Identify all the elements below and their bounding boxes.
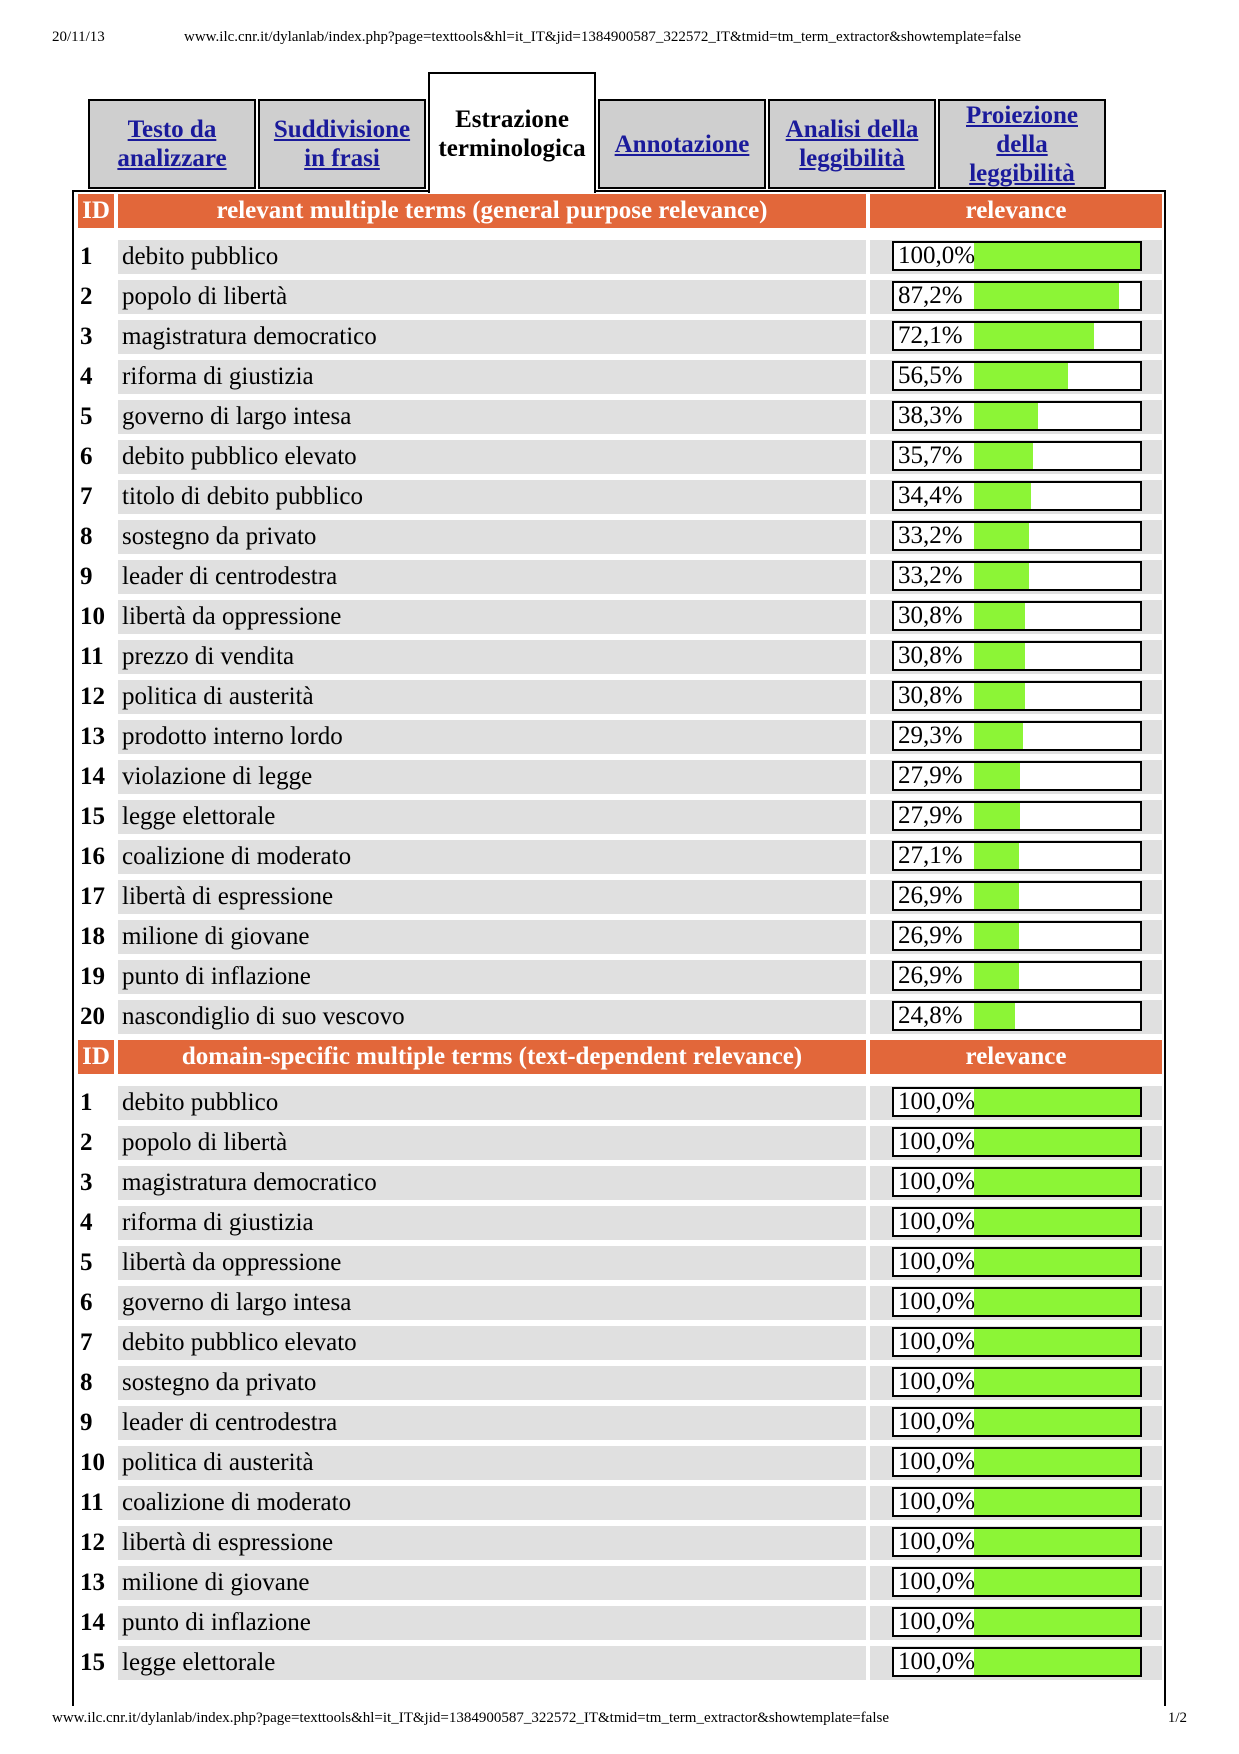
relevance-bar-fill [974, 923, 1019, 949]
relevance-bar [892, 1167, 1142, 1197]
tab-suddivisione-link[interactable]: Suddivisione in frasi [273, 116, 411, 172]
table-row [78, 1324, 1164, 1362]
relevance-bar-fill [974, 443, 1033, 469]
relevance-value: 100,0% [898, 1528, 976, 1555]
relevance-bar-fill [974, 1409, 1140, 1435]
term-text: libertà di espressione [118, 1526, 866, 1560]
term-text: magistratura democratico [118, 1166, 866, 1200]
relevance-bar [892, 1487, 1142, 1517]
relevance-bar [892, 1127, 1142, 1157]
relevance-cell [870, 520, 1162, 554]
relevance-cell [870, 320, 1162, 354]
relevance-bar-fill [974, 843, 1019, 869]
relevance-cell [870, 240, 1162, 274]
term-id: 9 [80, 563, 93, 590]
relevance-bar-fill [974, 1289, 1140, 1315]
term-id: 19 [80, 963, 105, 990]
term-column-header: domain-specific multiple terms (text-dependent relevance) [118, 1040, 866, 1074]
id-column-header: ID [78, 1040, 114, 1074]
table-row [78, 1244, 1164, 1282]
term-id: 15 [80, 803, 105, 830]
tab-testo-link[interactable]: Testo da analizzare [117, 116, 227, 172]
relevance-bar [892, 281, 1142, 311]
term-id: 8 [80, 1369, 93, 1396]
relevance-cell [870, 1486, 1162, 1520]
term-text: coalizione di moderato [118, 1486, 866, 1520]
relevance-value: 100,0% [898, 1368, 976, 1395]
table-row [78, 238, 1164, 276]
table-row [78, 918, 1164, 956]
relevance-cell [870, 360, 1162, 394]
relevance-bar-fill [974, 1209, 1140, 1235]
relevance-value: 100,0% [898, 1128, 976, 1155]
term-text: debito pubblico elevato [118, 440, 866, 474]
term-text: governo di largo intesa [118, 400, 866, 434]
term-column-header: relevant multiple terms (general purpose relevance) [118, 194, 866, 228]
table-row [78, 1484, 1164, 1522]
term-id: 7 [80, 1329, 93, 1356]
relevance-bar-fill [974, 363, 1068, 389]
print-page-number: 1/2 [1167, 1710, 1187, 1726]
table-row [78, 958, 1164, 996]
term-text: debito pubblico elevato [118, 1326, 866, 1360]
relevance-bar-fill [974, 243, 1140, 269]
term-text: punto di inflazione [118, 960, 866, 994]
term-id: 17 [80, 883, 105, 910]
relevance-bar [892, 841, 1142, 871]
relevance-value: 34,4% [898, 482, 963, 509]
term-text: titolo di debito pubblico [118, 480, 866, 514]
relevance-value: 30,8% [898, 682, 963, 709]
relevance-bar-fill [974, 323, 1094, 349]
relevance-cell [870, 1366, 1162, 1400]
table-header-row [78, 192, 1164, 230]
term-text: legge elettorale [118, 1646, 866, 1680]
relevance-bar [892, 441, 1142, 471]
relevance-bar-fill [974, 1129, 1140, 1155]
table-row [78, 1084, 1164, 1122]
relevance-bar [892, 1247, 1142, 1277]
relevance-value: 72,1% [898, 322, 963, 349]
relevance-bar-fill [974, 1449, 1140, 1475]
table-row [78, 1164, 1164, 1202]
term-id: 14 [80, 1609, 105, 1636]
table-row [78, 358, 1164, 396]
relevance-value: 100,0% [898, 1568, 976, 1595]
relevance-value: 27,1% [898, 842, 963, 869]
relevance-bar [892, 601, 1142, 631]
relevance-value: 100,0% [898, 1248, 976, 1275]
relevance-bar-fill [974, 483, 1031, 509]
term-text: riforma di giustizia [118, 360, 866, 394]
term-id: 4 [80, 1209, 93, 1236]
term-id: 10 [80, 603, 105, 630]
term-id: 3 [80, 323, 93, 350]
id-column-header: ID [78, 194, 114, 228]
relevance-value: 33,2% [898, 562, 963, 589]
term-text: punto di inflazione [118, 1606, 866, 1640]
relevance-bar [892, 1527, 1142, 1557]
table-row [78, 558, 1164, 596]
relevance-value: 38,3% [898, 402, 963, 429]
table-row [78, 1204, 1164, 1242]
table-row [78, 478, 1164, 516]
relevance-value: 100,0% [898, 1648, 976, 1675]
term-text: politica di austerità [118, 680, 866, 714]
relevance-bar [892, 1647, 1142, 1677]
relevance-bar [892, 1087, 1142, 1117]
relevance-bar [892, 1287, 1142, 1317]
relevance-value: 100,0% [898, 1208, 976, 1235]
relevance-bar [892, 721, 1142, 751]
tab-annotazione-link[interactable]: Annotazione [614, 130, 750, 158]
relevance-bar-fill [974, 963, 1019, 989]
table-row [78, 998, 1164, 1036]
relevance-bar-fill [974, 1529, 1140, 1555]
relevance-cell [870, 1286, 1162, 1320]
relevance-cell [870, 1126, 1162, 1160]
term-text: milione di giovane [118, 920, 866, 954]
relevance-bar [892, 961, 1142, 991]
table-header-row [78, 1038, 1164, 1076]
term-text: prodotto interno lordo [118, 720, 866, 754]
print-date: 20/11/13 [52, 29, 105, 45]
relevance-cell [870, 1246, 1162, 1280]
relevance-bar [892, 241, 1142, 271]
relevance-bar [892, 1607, 1142, 1637]
table-row [78, 598, 1164, 636]
term-text: sostegno da privato [118, 520, 866, 554]
relevance-cell [870, 480, 1162, 514]
term-id: 2 [80, 283, 93, 310]
relevance-cell [870, 440, 1162, 474]
term-id: 5 [80, 403, 93, 430]
relevance-value: 27,9% [898, 762, 963, 789]
relevance-value: 100,0% [898, 1408, 976, 1435]
relevance-bar [892, 481, 1142, 511]
table-row [78, 1124, 1164, 1162]
term-text: coalizione di moderato [118, 840, 866, 874]
relevance-bar-fill [974, 683, 1025, 709]
term-id: 7 [80, 483, 93, 510]
table-row [78, 678, 1164, 716]
term-text: nascondiglio di suo vescovo [118, 1000, 866, 1034]
term-id: 13 [80, 723, 105, 750]
table-row [78, 1404, 1164, 1442]
relevance-bar-fill [974, 1249, 1140, 1275]
relevance-value: 100,0% [898, 1488, 976, 1515]
relevance-cell [870, 840, 1162, 874]
relevance-value: 30,8% [898, 642, 963, 669]
relevance-value: 100,0% [898, 1288, 976, 1315]
relevance-cell [870, 1446, 1162, 1480]
term-id: 3 [80, 1169, 93, 1196]
relevance-value: 100,0% [898, 1088, 976, 1115]
term-text: riforma di giustizia [118, 1206, 866, 1240]
relevance-value: 87,2% [898, 282, 963, 309]
term-text: popolo di libertà [118, 280, 866, 314]
term-text: sostegno da privato [118, 1366, 866, 1400]
term-id: 14 [80, 763, 105, 790]
table-row [78, 798, 1164, 836]
table-row [78, 438, 1164, 476]
relevance-value: 100,0% [898, 1608, 976, 1635]
relevance-bar [892, 801, 1142, 831]
relevance-bar [892, 1447, 1142, 1477]
table-row [78, 838, 1164, 876]
relevance-value: 26,9% [898, 882, 963, 909]
term-text: milione di giovane [118, 1566, 866, 1600]
relevance-bar [892, 1567, 1142, 1597]
term-id: 16 [80, 843, 105, 870]
relevance-bar-fill [974, 1003, 1015, 1029]
table-row [78, 1604, 1164, 1642]
relevance-cell [870, 1526, 1162, 1560]
relevance-cell [870, 1406, 1162, 1440]
term-text: legge elettorale [118, 800, 866, 834]
relevance-cell [870, 640, 1162, 674]
relevance-bar-fill [974, 723, 1023, 749]
table-row [78, 1444, 1164, 1482]
relevance-bar-fill [974, 1569, 1140, 1595]
relevance-cell [870, 560, 1162, 594]
relevance-bar [892, 1207, 1142, 1237]
relevance-bar-fill [974, 803, 1020, 829]
relevance-bar-fill [974, 643, 1025, 669]
relevance-bar [892, 561, 1142, 591]
term-id: 6 [80, 1289, 93, 1316]
relevance-value: 27,9% [898, 802, 963, 829]
relevance-bar [892, 1001, 1142, 1031]
term-text: leader di centrodestra [118, 560, 866, 594]
relevance-cell [870, 1566, 1162, 1600]
relevance-cell [870, 1606, 1162, 1640]
tab-testo-da-analizzare[interactable] [88, 99, 256, 189]
relevance-bar-fill [974, 883, 1019, 909]
relevance-bar-fill [974, 283, 1119, 309]
table-row [78, 1564, 1164, 1602]
table-row [78, 1284, 1164, 1322]
relevance-value: 26,9% [898, 962, 963, 989]
relevance-cell [870, 600, 1162, 634]
term-text: debito pubblico [118, 1086, 866, 1120]
tab-estrazione-label: Estrazione terminologica [438, 105, 586, 162]
table-row [78, 1644, 1164, 1682]
relevance-bar [892, 361, 1142, 391]
relevance-cell [870, 1326, 1162, 1360]
relevance-cell [870, 1206, 1162, 1240]
relevance-cell [870, 720, 1162, 754]
relevance-bar-fill [974, 403, 1038, 429]
relevance-value: 100,0% [898, 1328, 976, 1355]
tab-proiezione-della-leggibilita[interactable] [938, 99, 1106, 189]
relevance-cell [870, 880, 1162, 914]
term-id: 12 [80, 1529, 105, 1556]
term-id: 2 [80, 1129, 93, 1156]
relevance-bar-fill [974, 1649, 1140, 1675]
relevance-bar [892, 521, 1142, 551]
tab-estrazione-terminologica[interactable] [428, 72, 596, 193]
term-id: 15 [80, 1649, 105, 1676]
term-text: leader di centrodestra [118, 1406, 866, 1440]
table-row [78, 1524, 1164, 1562]
relevance-bar-fill [974, 1609, 1140, 1635]
term-id: 5 [80, 1249, 93, 1276]
term-id: 1 [80, 243, 93, 270]
term-id: 1 [80, 1089, 93, 1116]
relevance-cell [870, 1646, 1162, 1680]
relevance-bar [892, 681, 1142, 711]
table-row [78, 518, 1164, 556]
relevance-bar-fill [974, 523, 1029, 549]
relevance-value: 29,3% [898, 722, 963, 749]
table-row [78, 318, 1164, 356]
table-row [78, 398, 1164, 436]
relevance-column-header: relevance [870, 1040, 1162, 1074]
relevance-cell [870, 800, 1162, 834]
relevance-bar [892, 1327, 1142, 1357]
term-id: 6 [80, 443, 93, 470]
term-text: libertà da oppressione [118, 600, 866, 634]
relevance-bar [892, 1407, 1142, 1437]
relevance-cell [870, 1000, 1162, 1034]
term-text: debito pubblico [118, 240, 866, 274]
relevance-bar-fill [974, 1369, 1140, 1395]
term-id: 18 [80, 923, 105, 950]
relevance-bar-fill [974, 1329, 1140, 1355]
relevance-bar-fill [974, 563, 1029, 589]
relevance-value: 26,9% [898, 922, 963, 949]
relevance-value: 100,0% [898, 1168, 976, 1195]
term-id: 8 [80, 523, 93, 550]
tab-analisi-link[interactable]: Analisi della leggibilità [785, 116, 919, 172]
relevance-value: 24,8% [898, 1002, 963, 1029]
relevance-column-header: relevance [870, 194, 1162, 228]
table-row [78, 878, 1164, 916]
print-url: www.ilc.cnr.it/dylanlab/index.php?page=texttools&hl=it_IT&jid=1384900587_322572_IT&tmid=tm_term_extractor&showtemplate=false [184, 29, 1021, 45]
tab-annotazione[interactable] [598, 99, 766, 189]
relevance-value: 35,7% [898, 442, 963, 469]
relevance-bar [892, 881, 1142, 911]
relevance-bar-fill [974, 1089, 1140, 1115]
term-id: 10 [80, 1449, 105, 1476]
term-id: 4 [80, 363, 93, 390]
print-footer-url: www.ilc.cnr.it/dylanlab/index.php?page=texttools&hl=it_IT&jid=1384900587_322572_IT&tmid=tm_term_extractor&showtemplate=false [52, 1710, 889, 1726]
term-text: libertà di espressione [118, 880, 866, 914]
relevance-value: 100,0% [898, 1448, 976, 1475]
term-id: 12 [80, 683, 105, 710]
relevance-cell [870, 280, 1162, 314]
term-extraction-panel [72, 190, 1166, 1706]
relevance-cell [870, 1166, 1162, 1200]
term-id: 11 [80, 643, 104, 670]
tab-proiezione-link[interactable]: Proiezione della leggibilità [966, 101, 1078, 187]
relevance-value: 30,8% [898, 602, 963, 629]
relevance-cell [870, 400, 1162, 434]
term-text: politica di austerità [118, 1446, 866, 1480]
relevance-cell [870, 760, 1162, 794]
relevance-bar [892, 641, 1142, 671]
term-id: 20 [80, 1003, 105, 1030]
relevance-bar-fill [974, 603, 1025, 629]
relevance-value: 56,5% [898, 362, 963, 389]
term-text: magistratura democratico [118, 320, 866, 354]
relevance-value: 100,0% [898, 242, 976, 269]
relevance-cell [870, 680, 1162, 714]
relevance-bar [892, 761, 1142, 791]
term-id: 13 [80, 1569, 105, 1596]
term-id: 11 [80, 1489, 104, 1516]
relevance-bar-fill [974, 1489, 1140, 1515]
term-text: libertà da oppressione [118, 1246, 866, 1280]
print-header [52, 26, 1187, 48]
term-text: governo di largo intesa [118, 1286, 866, 1320]
table-row [78, 718, 1164, 756]
relevance-bar [892, 921, 1142, 951]
table-row [78, 278, 1164, 316]
table-row [78, 1364, 1164, 1402]
relevance-bar [892, 401, 1142, 431]
relevance-cell [870, 920, 1162, 954]
tab-analisi-della-leggibilita[interactable] [768, 99, 936, 189]
tab-bar [88, 72, 1108, 192]
term-text: violazione di legge [118, 760, 866, 794]
term-id: 9 [80, 1409, 93, 1436]
term-text: popolo di libertà [118, 1126, 866, 1160]
relevance-cell [870, 1086, 1162, 1120]
relevance-cell [870, 960, 1162, 994]
relevance-bar-fill [974, 1169, 1140, 1195]
relevance-value: 33,2% [898, 522, 963, 549]
print-footer [52, 1707, 1187, 1729]
relevance-bar [892, 1367, 1142, 1397]
table-row [78, 758, 1164, 796]
tab-suddivisione-in-frasi[interactable] [258, 99, 426, 189]
relevance-bar [892, 321, 1142, 351]
term-text: prezzo di vendita [118, 640, 866, 674]
table-row [78, 638, 1164, 676]
relevance-bar-fill [974, 763, 1020, 789]
